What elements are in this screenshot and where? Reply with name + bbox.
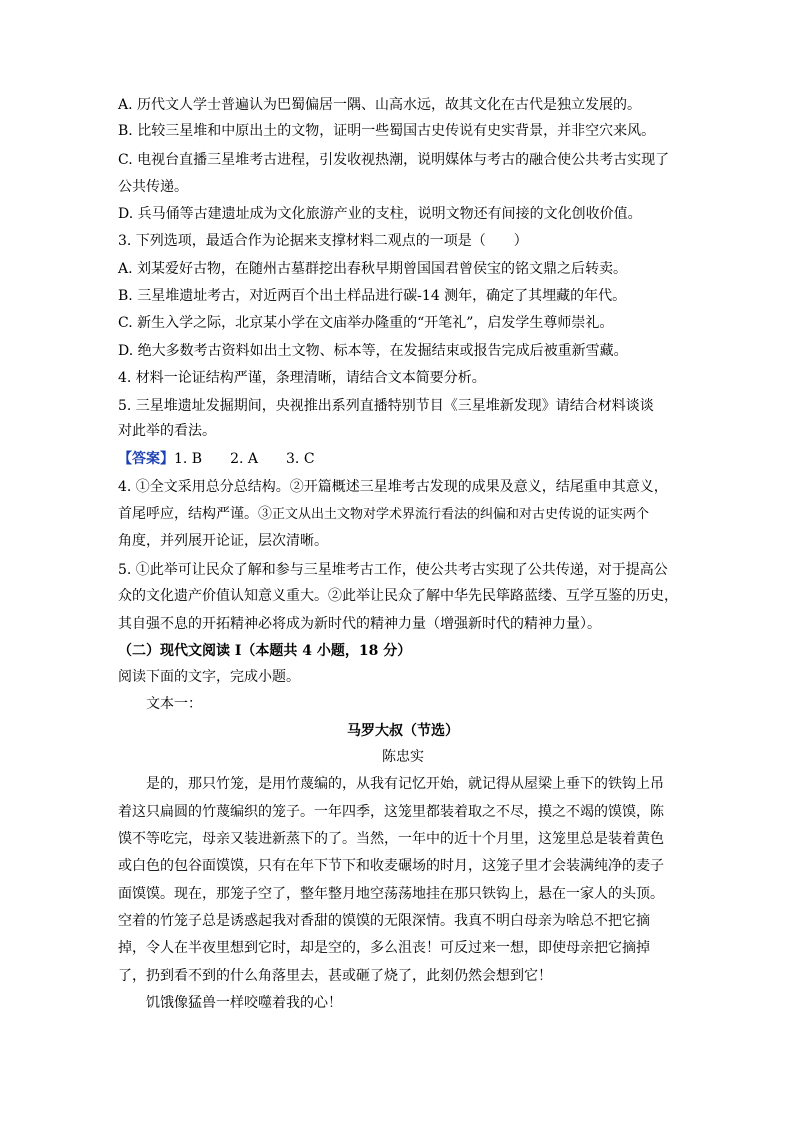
paragraph-line-4: 或白色的包谷面馍馍，只有在年下节下和收麦碾场的时月，这笼子里才会装满纯净的麦子 <box>118 858 664 874</box>
answer-tag: 【答案】 <box>118 451 174 467</box>
section-heading: （二）现代文阅读 I（本题共 4 小题，18 分） <box>118 643 412 659</box>
paragraph-line-5: 面馍馍。现在，那笼子空了，整年整月地空荡荡地挂在那只铁钩上，悬在一家人的头顶。 <box>118 886 664 902</box>
article-title: 马罗大叔（节选） <box>347 723 459 739</box>
answer-4-line2-part2: 正文从出土文物对学术界流行看法的纠偏和对古史传说的证实两个 <box>272 507 650 522</box>
option-1b: B. 比较三星堆和中原出土的文物，证明一些蜀国古史传说有史实背景，并非空穴来风。 <box>118 123 656 139</box>
answer-4-line2 <box>118 505 649 524</box>
answer-line <box>118 450 315 468</box>
paragraph-line-3: 馍不等吃完，母亲又装进新蒸下的了。当然，一年中的近十个月里，这笼里总是装着黄色 <box>118 831 664 847</box>
answer-4-line2-part1: 首尾呼应，结构严谨。③ <box>118 506 272 522</box>
answer-4-line1: 4. ①全文采用总分总结构。②开篇概述三星堆考古发现的成果及意义，结尾重申其意义， <box>118 479 668 495</box>
answer-5-line3: 其自强不息的开拓精神必将成为新时代的精神力量（增强新时代的精神力量）。 <box>118 616 601 632</box>
option-1a: A. 历代文人学士普遍认为巴蜀偏居一隅、山高水远，故其文化在古代是独立发展的。 <box>118 97 642 113</box>
option-1c-line1: C. 电视台直播三星堆考古进程，引发收视热潮，说明媒体与考古的融合使公共考古实现了 <box>118 152 670 168</box>
question-5-line2: 对此举的看法。 <box>118 423 216 439</box>
answer-5-line2: 众的文化遗产价值认知意义重大。②此举让民众了解中华先民筚路蓝缕、互学互鉴的历史， <box>118 588 678 604</box>
option-3d: D. 绝大多数考古资料如出土文物、标本等，在发掘结束或报告完成后被重新雪藏。 <box>118 343 628 359</box>
option-1c-line2: 公共传递。 <box>118 179 188 195</box>
question-3: 3. 下列选项，最适合作为论据来支撑材料二观点的一项是（ ） <box>118 233 528 249</box>
paragraph-line-9: 饥饿像猛兽一样咬噬着我的心！ <box>146 995 342 1011</box>
paragraph-line-1: 是的，那只竹笼，是用竹蔑编的，从我有记忆开始，就记得从屋梁上垂下的铁钩上吊 <box>146 776 664 792</box>
option-3c: C. 新生入学之际，北京某小学在文庙举办隆重的“开笔礼”，启发学生尊师崇礼。 <box>118 315 614 331</box>
text-one-label: 文本一： <box>146 696 202 712</box>
paragraph-line-2: 着这只扁圆的竹蔑编织的笼子。一年四季，这笼里都装着取之不尽，摸之不竭的馍馍，陈 <box>118 804 664 820</box>
answer-4-line3: 角度，并列展开论证，层次清晰。 <box>118 533 328 549</box>
question-5-line1: 5. 三星堆遗址发掘期间，央视推出系列直播特别节目《三星堆新发现》请结合材料谈谈 <box>118 398 654 414</box>
paragraph-line-8: 了，扔到看不到的什么角落里去，甚或砸了烧了，此刻仍然会想到它！ <box>118 968 552 984</box>
option-3a: A. 刘某爱好古物，在随州古墓群挖出春秋早期曾国国君曾侯宝的铭文鼎之后转卖。 <box>118 261 628 277</box>
article-author: 陈忠实 <box>382 749 424 765</box>
answer-5-line1: 5. ①此举可让民众了解和参与三星堆考古工作，使公共考古实现了公共传递，对于提高公 <box>118 562 668 578</box>
option-1d: D. 兵马俑等古建遗址成为文化旅游产业的支柱，说明文物还有间接的文化创收价值。 <box>118 206 642 222</box>
paragraph-line-7: 掉，令人在半夜里想到它时，却是空的，多么沮丧！可反过来一想，即使母亲把它摘掉 <box>118 940 650 956</box>
option-3b: B. 三星堆遗址考古，对近两百个出土样品进行碳-14 测年，确定了其埋藏的年代。 <box>118 288 627 304</box>
paragraph-line-6: 空着的竹笼子总是诱惑起我对香甜的馍馍的无限深情。我真不明白母亲为啥总不把它摘 <box>118 913 650 929</box>
instruction: 阅读下面的文字，完成小题。 <box>118 669 300 685</box>
question-4: 4. 材料一论证结构严谨，条理清晰，请结合文本简要分析。 <box>118 370 486 386</box>
answer-choices: 1. B 2. A 3. C <box>174 451 315 467</box>
